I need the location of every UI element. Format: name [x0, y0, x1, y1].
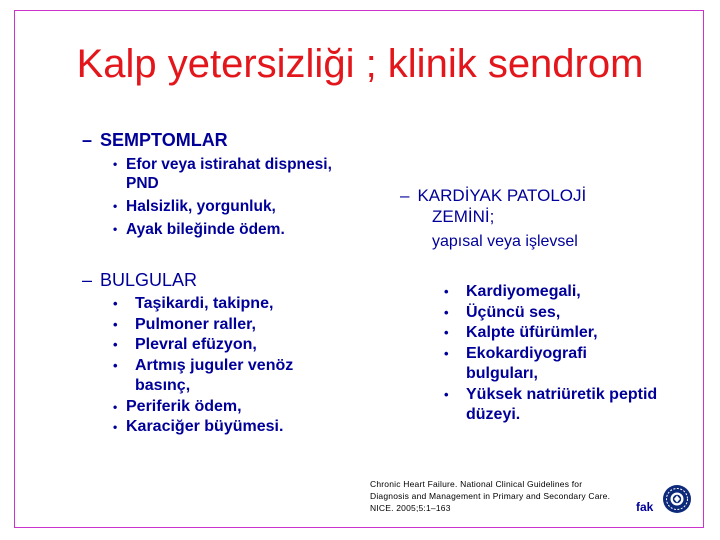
findings-heading — [82, 270, 197, 291]
list-item — [444, 344, 616, 385]
list-item — [444, 323, 694, 344]
bullet-icon: • — [113, 337, 118, 352]
findings-heading-text: BULGULAR — [100, 270, 198, 290]
pathology-text: Kalpte üfürümler, — [466, 324, 598, 341]
symptoms-list — [113, 155, 333, 239]
list-item — [113, 417, 333, 438]
list-item — [113, 155, 333, 193]
symptoms-heading-text: SEMPTOMLAR — [100, 130, 228, 150]
pathology-text: Ekokardiyografi bulguları, — [466, 344, 587, 382]
symptoms-dash: – — [82, 130, 93, 150]
list-item — [113, 397, 333, 418]
list-item — [444, 303, 694, 324]
bullet-icon: • — [444, 304, 449, 320]
symptoms-heading — [82, 130, 228, 151]
list-item — [113, 197, 333, 216]
pathology-list — [444, 282, 694, 426]
list-item — [113, 356, 333, 397]
pathology-heading-line2: ZEMİNİ; — [432, 207, 495, 226]
bullet-icon: • — [444, 386, 449, 402]
bullet-icon: • — [113, 296, 118, 311]
list-item — [444, 282, 694, 303]
finding-text: Pulmoner raller, — [135, 315, 256, 333]
citation-line: NICE. 2005;5:1–163 — [370, 503, 451, 513]
bullet-icon: • — [113, 199, 118, 213]
university-seal-icon — [662, 484, 692, 514]
finding-text: Artmış juguler venöz basınç, — [135, 356, 294, 394]
list-item — [113, 335, 333, 356]
pathology-heading-text: KARDİYAK PATOLOJİ — [417, 186, 587, 205]
finding-text: Plevral efüzyon, — [135, 336, 257, 353]
pathology-text: Kardiyomegali, — [466, 283, 581, 300]
pathology-heading — [400, 185, 586, 227]
symptom-text: Efor veya istirahat dispnesi, PND — [126, 156, 332, 192]
bullet-icon: • — [113, 222, 118, 236]
bullet-icon: • — [113, 420, 118, 434]
citation-line: Diagnosis and Management in Primary and Secondary Care. — [370, 491, 611, 501]
bullet-icon: • — [113, 157, 118, 171]
citation-line: Chronic Heart Failure. National Clinical Guidelines for — [370, 479, 583, 489]
pathology-subtitle: yapısal veya işlevsel — [432, 233, 578, 250]
list-item — [113, 315, 333, 336]
findings-list — [113, 294, 333, 438]
symptom-text: Ayak bileğinde ödem. — [126, 221, 285, 238]
list-item — [113, 220, 333, 239]
pathology-heading-line1 — [400, 185, 586, 206]
citation — [370, 478, 640, 514]
finding-text: Taşikardi, takipne, — [135, 295, 274, 312]
pathology-text: Üçüncü ses, — [466, 303, 561, 321]
symptom-text: Halsizlik, yorgunluk, — [126, 198, 276, 215]
slide-title: Kalp yetersizliği ; klinik sendrom — [76, 42, 644, 86]
pathology-dash: – — [400, 186, 410, 205]
list-item — [113, 294, 333, 315]
finding-text: Periferik ödem, — [126, 397, 242, 415]
bullet-icon: • — [444, 345, 449, 361]
bullet-icon: • — [444, 325, 449, 340]
footer-mark: fak — [636, 500, 654, 514]
findings-dash: – — [82, 270, 93, 290]
list-item — [444, 385, 696, 426]
pathology-text: Yüksek natriüretik peptid düzeyi. — [466, 385, 658, 423]
bullet-icon: • — [113, 399, 118, 414]
bullet-icon: • — [113, 316, 118, 332]
finding-text: Karaciğer büyümesi. — [126, 418, 284, 435]
slide-frame — [14, 10, 704, 528]
bullet-icon: • — [113, 357, 118, 373]
bullet-icon: • — [444, 284, 449, 299]
